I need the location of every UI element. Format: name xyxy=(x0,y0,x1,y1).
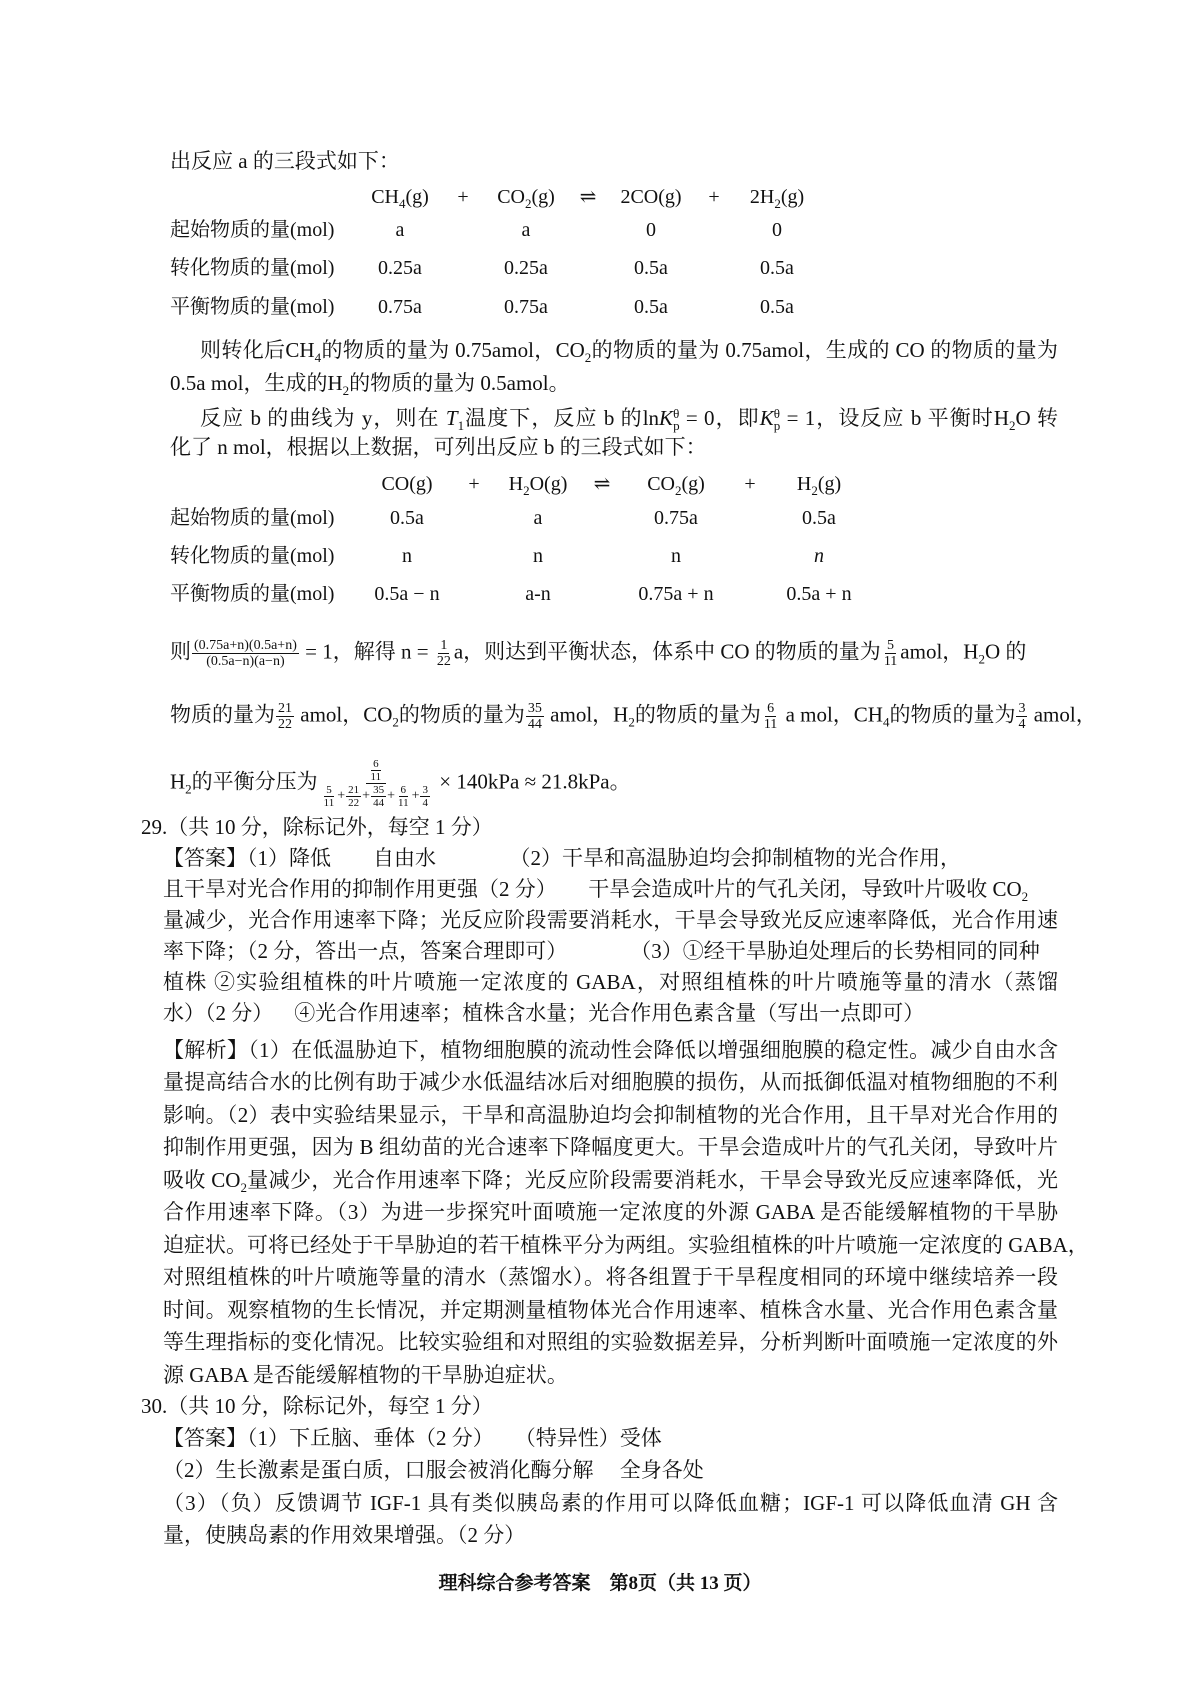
fraction xyxy=(346,784,361,809)
text-run: ⇌ xyxy=(579,186,597,208)
text-run: 率下降；（2 分，答出一点，答案合理即可） （3）①经干旱胁迫处理后的长势相同的同种 xyxy=(163,939,1040,963)
text-run: × 140kPa ≈ 21.8kPa。 xyxy=(433,769,631,794)
text-run: (0.5a−n)(a−n) xyxy=(206,654,285,669)
text-run: 抑制作用更强，因为 B 组幼苗的光合速率下降幅度更大。干旱会造成叶片的气孔关闭，导致叶片 xyxy=(163,1135,1058,1159)
text-run: (g) xyxy=(780,186,805,208)
text-line xyxy=(163,1264,1058,1290)
text-run: a xyxy=(533,507,543,529)
page-footer: 理科综合参考答案 第8页（共 13 页） xyxy=(438,1573,762,1594)
italic-symbol: K xyxy=(659,406,674,430)
text-run: a mol，CH xyxy=(780,702,883,727)
text-run: H xyxy=(508,473,524,495)
subscript: 2 xyxy=(628,714,635,730)
reaction-operator xyxy=(594,471,611,497)
text-run: 0.25a xyxy=(504,257,548,279)
text-run: (g) xyxy=(817,473,842,495)
text-run: 温度下，反应 b 的ln xyxy=(464,406,660,430)
question-30-heading xyxy=(141,1393,493,1419)
text-run: n xyxy=(671,545,681,567)
italic-symbol: K xyxy=(759,406,774,430)
text-run: 的物质的量为 xyxy=(634,702,761,727)
text-run: 量减少，光合作用速率下降；光反应阶段需要消耗水，干旱会导致光反应速率降低，光 xyxy=(246,1168,1058,1192)
fraction xyxy=(322,784,337,809)
subscript: 2 xyxy=(524,196,532,211)
subscript: 2 xyxy=(392,714,399,730)
table-cell xyxy=(402,543,412,569)
fraction-denominator xyxy=(420,797,430,809)
subscript: 2 xyxy=(523,483,530,498)
paragraph-line xyxy=(200,337,1058,371)
table-cell xyxy=(374,581,439,607)
text-run: 的物质的量为 xyxy=(889,702,1016,727)
fraction-denominator xyxy=(346,797,361,809)
subscript: 2 xyxy=(584,350,592,366)
text-run: 的物质的量为 0.75amol，生成的 CO 的物质的量为 xyxy=(591,338,1058,362)
table-cell xyxy=(390,505,424,531)
text-line xyxy=(163,1069,1058,1095)
text-run: CO xyxy=(497,186,525,208)
text-line xyxy=(163,907,1058,933)
row-label: 转化物质的量(mol) xyxy=(170,545,335,567)
table-cell xyxy=(522,217,531,243)
text-run: + xyxy=(337,788,346,804)
table-cell xyxy=(504,294,548,320)
text-run: 出反应 a 的三段式如下： xyxy=(170,149,400,173)
table-cell xyxy=(396,217,405,243)
text-run: 的物质的量为 xyxy=(398,702,525,727)
text-run: (g) xyxy=(681,473,705,495)
table-cell xyxy=(802,505,836,531)
subscript: 2 xyxy=(774,196,781,211)
text-run: 水）（2 分） ④光合作用速率；植株含水量；光合作用色素含量（写出一点即可） xyxy=(163,1001,925,1025)
text-line xyxy=(163,1297,1058,1323)
reaction-operator xyxy=(580,184,597,210)
text-run: 的物质的量为 0.5amol。 xyxy=(349,371,570,395)
reaction-species xyxy=(381,471,432,497)
text-line xyxy=(163,1522,525,1548)
reaction-species xyxy=(797,471,841,504)
text-run: a xyxy=(521,219,531,241)
text-line xyxy=(163,1490,1058,1516)
text-run: 22 xyxy=(436,654,451,669)
fraction-numerator xyxy=(324,784,334,797)
italic-symbol: T xyxy=(445,406,458,430)
fraction-denominator xyxy=(882,654,899,669)
reaction-species xyxy=(509,471,568,504)
text-run: 迫症状。可将已经处于干旱胁迫的若干植株平分为两组。实验组植株的叶片喷施一定浓度的 GABA， xyxy=(163,1233,1089,1257)
text-line xyxy=(163,1232,1089,1258)
paragraph-line xyxy=(170,434,707,460)
subscript: 4 xyxy=(314,350,322,366)
table-cell xyxy=(646,217,656,243)
reaction-species xyxy=(750,184,804,217)
text-run: 吸收 CO xyxy=(163,1168,241,1192)
fraction xyxy=(319,758,433,809)
text-run: 1 xyxy=(440,638,448,653)
text-run: CH xyxy=(371,186,399,208)
text-run: 3 xyxy=(422,784,428,796)
text-run: a，则达到平衡状态，体系中 CO 的物质的量为 xyxy=(453,639,881,664)
fraction-numerator xyxy=(420,784,430,797)
table-cell xyxy=(772,217,782,243)
text-run: amol，H xyxy=(544,702,629,727)
fraction-numerator xyxy=(346,784,361,797)
text-run: 22 xyxy=(278,717,292,732)
text-line xyxy=(163,1362,568,1388)
fraction-numerator xyxy=(192,638,299,654)
text-line xyxy=(163,1457,704,1483)
text-run: + xyxy=(744,473,756,495)
fraction-numerator xyxy=(371,784,386,797)
fraction-numerator xyxy=(438,638,449,654)
table-cell xyxy=(378,294,422,320)
text-line xyxy=(163,1000,924,1026)
fraction-denominator xyxy=(526,717,544,732)
text-run: 44 xyxy=(527,717,542,732)
text-run: 【答案】（1）下丘脑、垂体（2 分） （特异性）受体 xyxy=(163,1426,662,1450)
fraction xyxy=(371,784,386,809)
fraction-numerator xyxy=(765,701,776,717)
text-run: 0.75a xyxy=(654,507,698,529)
reaction-operator xyxy=(708,184,719,210)
fraction xyxy=(526,701,544,732)
fraction xyxy=(192,638,299,669)
reaction-species xyxy=(647,471,705,504)
text-run: 11 xyxy=(883,654,898,669)
text-run: 5 xyxy=(326,784,332,796)
row-label: 起始物质的量(mol) xyxy=(170,219,335,241)
text-run: + xyxy=(457,186,469,208)
table-cell xyxy=(786,581,851,607)
text-line xyxy=(163,1102,1058,1128)
text-run: 44 xyxy=(373,797,385,809)
text-run: 21 xyxy=(278,701,292,716)
table-cell xyxy=(654,505,698,531)
subscript: 4 xyxy=(398,196,406,211)
fraction-denominator xyxy=(319,784,433,809)
table-cell xyxy=(378,255,422,281)
text-run: 5 xyxy=(887,638,895,653)
text-run: O 的 xyxy=(984,639,1027,664)
calc-line xyxy=(170,638,1026,673)
table-cell xyxy=(634,255,668,281)
text-run: 11 xyxy=(323,797,335,809)
text-run: 2CO(g) xyxy=(620,186,682,208)
text-run: 30.（共 10 分，除标记外，每空 1 分） xyxy=(141,1394,493,1418)
fraction-denominator xyxy=(435,654,453,669)
table-cell xyxy=(638,581,713,607)
text-run: amol， xyxy=(1028,702,1097,727)
subscript: 2 xyxy=(185,781,192,797)
text-run: CO xyxy=(647,473,675,495)
reaction-species xyxy=(497,184,555,217)
fraction-numerator xyxy=(1016,701,1027,717)
fraction-denominator xyxy=(371,797,386,809)
fraction-denominator xyxy=(204,654,286,669)
text-run: a xyxy=(395,219,405,241)
text-run: 则 xyxy=(170,639,191,664)
subscript: 2 xyxy=(811,483,818,498)
fraction xyxy=(435,638,453,669)
italic-symbol: n xyxy=(814,545,824,567)
superscript: θ xyxy=(773,406,780,422)
text-run: n xyxy=(533,545,543,567)
text-run: 且干旱对光合作用的抑制作用更强（2 分） 干旱会造成叶片的气孔关闭，导致叶片吸收 CO xyxy=(163,877,1022,901)
subscript: 4 xyxy=(882,714,890,730)
fraction xyxy=(882,638,899,669)
text-line xyxy=(163,1134,1058,1160)
text-run: 0.5a xyxy=(760,296,794,318)
reaction-operator xyxy=(457,184,468,210)
fraction-denominator xyxy=(762,717,779,732)
fraction-numerator xyxy=(276,701,294,717)
text-run: 0.5a − n xyxy=(374,583,440,605)
text-run: 11 xyxy=(370,771,382,783)
text-run: + xyxy=(411,788,420,804)
question-29-heading xyxy=(141,814,493,840)
table-cell xyxy=(534,505,543,531)
text-run: 11 xyxy=(763,717,778,732)
text-run: 0.75a + n xyxy=(638,583,714,605)
text-run: 量，使胰岛素的作用效果增强。（2 分） xyxy=(163,1523,526,1547)
text-run: 0.5a mol，生成的H xyxy=(170,371,343,395)
text-run: n xyxy=(402,545,412,567)
text-run: 【答案】（1）降低 自由水 （2）干旱和高温胁迫均会抑制植物的光合作用， xyxy=(163,846,961,870)
text-run: (g) xyxy=(531,186,555,208)
fraction-numerator xyxy=(885,638,896,654)
text-run: 0.75a xyxy=(378,296,422,318)
text-run: 4 xyxy=(1018,717,1026,732)
text-run: 0.5a + n xyxy=(786,583,852,605)
table-cell xyxy=(634,294,668,320)
text-run: 量减少，光合作用速率下降；光反应阶段需要消耗水，干旱会导致光反应速率降低，光合作用速 xyxy=(163,908,1058,932)
text-run: = 1，解得 n = xyxy=(299,639,434,664)
table-cell xyxy=(504,255,548,281)
subscript: 2 xyxy=(1021,889,1029,905)
subscript: 2 xyxy=(1009,418,1016,434)
text-line xyxy=(163,1167,1058,1201)
row-label: 起始物质的量(mol) xyxy=(170,507,335,529)
text-run: 0.5a xyxy=(634,296,668,318)
text-run: 0.75a xyxy=(504,296,548,318)
text-run: 化了 n mol，根据以上数据，可列出反应 b 的三段式如下： xyxy=(170,435,707,459)
row-label: 平衡物质的量(mol) xyxy=(170,296,335,318)
text-run: H xyxy=(170,769,186,794)
table-cell xyxy=(525,581,551,607)
fraction xyxy=(276,701,294,732)
fraction xyxy=(420,784,430,809)
text-run: 等生理指标的变化情况。比较实验组和对照组的实验数据差异，分析判断叶面喷施一定浓度的外 xyxy=(163,1330,1058,1354)
text-run: 4 xyxy=(422,797,428,809)
text-run: 3 xyxy=(1018,701,1026,716)
calc-line xyxy=(170,701,1097,736)
text-run: 6 xyxy=(767,701,775,716)
text-run: 物质的量为 xyxy=(170,702,275,727)
row-label: 转化物质的量(mol) xyxy=(170,257,335,279)
subscript: 2 xyxy=(674,483,682,498)
text-run: = 1，设反应 b 平衡时H xyxy=(780,406,1010,430)
fraction-numerator xyxy=(366,758,387,784)
text-run: amol，H xyxy=(900,639,979,664)
text-run: 植株 ②实验组植株的叶片喷施一定浓度的 GABA，对照组植株的叶片喷施等量的清水（蒸馏 xyxy=(163,970,1058,994)
text-run: a-n xyxy=(525,583,551,605)
text-line xyxy=(163,1199,1058,1225)
fraction-denominator xyxy=(322,797,337,809)
fraction-denominator xyxy=(1016,717,1027,732)
text-run: 量提高结合水的比例有助于减少水低温结冰后对细胞膜的损伤，从而抵御低温对植物细胞的不利 xyxy=(163,1070,1058,1094)
text-run: O(g) xyxy=(529,473,568,495)
table-cell xyxy=(671,543,681,569)
subscript: p xyxy=(773,418,781,434)
text-line xyxy=(163,938,1040,964)
text-run: 6 xyxy=(373,758,379,770)
table-cell xyxy=(760,294,794,320)
text-line xyxy=(163,876,1028,910)
reaction-species xyxy=(371,184,429,217)
text-line xyxy=(163,969,1058,995)
text-run: 0.5a xyxy=(802,507,836,529)
text-run: CO(g) xyxy=(381,473,433,495)
text-run: 的平衡分压为 xyxy=(191,769,318,794)
fraction-numerator xyxy=(399,784,409,797)
text-run: 【解析】（1）在低温胁迫下，植物细胞膜的流动性会降低以增强细胞膜的稳定性。减少自由水含 xyxy=(163,1038,1058,1062)
subscript: 2 xyxy=(978,651,985,667)
text-run: 21 xyxy=(348,784,360,796)
text-run: 0 xyxy=(646,219,656,241)
text-run: 11 xyxy=(397,797,409,809)
text-line xyxy=(163,1037,1058,1063)
text-line xyxy=(163,1425,662,1451)
subscript: 2 xyxy=(240,1180,247,1196)
fraction-denominator xyxy=(276,717,294,732)
fraction xyxy=(1016,701,1027,732)
text-run: amol，CO xyxy=(295,702,393,727)
text-run: 29.（共 10 分，除标记外，每空 1 分） xyxy=(141,815,493,839)
subscript: 1 xyxy=(457,418,465,434)
intro-line xyxy=(170,148,400,174)
row-label: 平衡物质的量(mol) xyxy=(170,583,335,605)
calc-line xyxy=(170,758,631,809)
text-run: 0.25a xyxy=(378,257,422,279)
text-run: H xyxy=(796,473,812,495)
paragraph-line xyxy=(170,370,570,404)
text-run: O 转 xyxy=(1015,406,1059,430)
fraction xyxy=(762,701,779,732)
fraction xyxy=(396,784,411,809)
fraction-numerator xyxy=(526,701,544,717)
text-run: 则转化后CH xyxy=(200,338,315,362)
text-run: = 0，即 xyxy=(679,406,760,430)
text-run: + xyxy=(468,473,480,495)
fraction xyxy=(369,758,384,783)
text-run: 0.5a xyxy=(390,507,424,529)
subscript: p xyxy=(673,418,680,434)
text-line xyxy=(163,845,961,871)
text-run: 35 xyxy=(527,701,542,716)
text-run: 35 xyxy=(373,784,385,796)
text-run: 2H xyxy=(749,186,775,208)
text-run: 0.5a xyxy=(760,257,794,279)
table-cell xyxy=(760,255,794,281)
subscript: 2 xyxy=(342,383,350,399)
text-run: + xyxy=(708,186,720,208)
reaction-operator xyxy=(744,471,755,497)
reaction-operator xyxy=(468,471,479,497)
reaction-species xyxy=(620,184,681,210)
text-run: 时间。观察植物的生长情况，并定期测量植物体光合作用速率、植株含水量、光合作用色素含量 xyxy=(163,1298,1058,1322)
table-cell xyxy=(814,543,824,569)
text-run: 源 GABA 是否能缓解植物的干旱胁迫症状。 xyxy=(163,1363,568,1387)
text-run: + xyxy=(362,788,371,804)
fraction-numerator xyxy=(371,758,381,771)
text-run: （2）生长激素是蛋白质，口服会被消化酶分解 全身各处 xyxy=(163,1458,704,1482)
text-run: (g) xyxy=(405,186,429,208)
fraction-denominator xyxy=(369,771,384,783)
text-run: 反应 b 的曲线为 y，则在 xyxy=(200,406,446,430)
superscript: θ xyxy=(673,406,680,422)
text-run: 合作用速率下降。（3）为进一步探究叶面喷施一定浓度的外源 GABA 是否能缓解植物的干旱胁 xyxy=(163,1200,1058,1224)
fraction-denominator xyxy=(396,797,411,809)
text-run: 的物质的量为 0.75amol，CO xyxy=(321,338,585,362)
text-run: （3）（负）反馈调节 IGF-1 具有类似胰岛素的作用可以降低血糖；IGF-1 可以降低血清 GH 含 xyxy=(163,1491,1058,1515)
text-run: 0 xyxy=(772,219,782,241)
text-run: (0.75a+n)(0.5a+n) xyxy=(194,638,297,653)
text-run: 6 xyxy=(400,784,407,796)
text-run: + xyxy=(387,788,395,804)
text-line xyxy=(163,1329,1058,1355)
text-run: ⇌ xyxy=(593,473,611,495)
text-run: 0.5a xyxy=(634,257,668,279)
text-run: 22 xyxy=(348,797,360,809)
text-run: 影响。（2）表中实验结果显示，干旱和高温胁迫均会抑制植物的光合作用，且干旱对光合作用的 xyxy=(163,1103,1058,1127)
text-run: 对照组植株的叶片喷施等量的清水（蒸馏水）。将各组置于干旱程度相同的环境中继续培养一段 xyxy=(163,1265,1058,1289)
table-cell xyxy=(533,543,543,569)
